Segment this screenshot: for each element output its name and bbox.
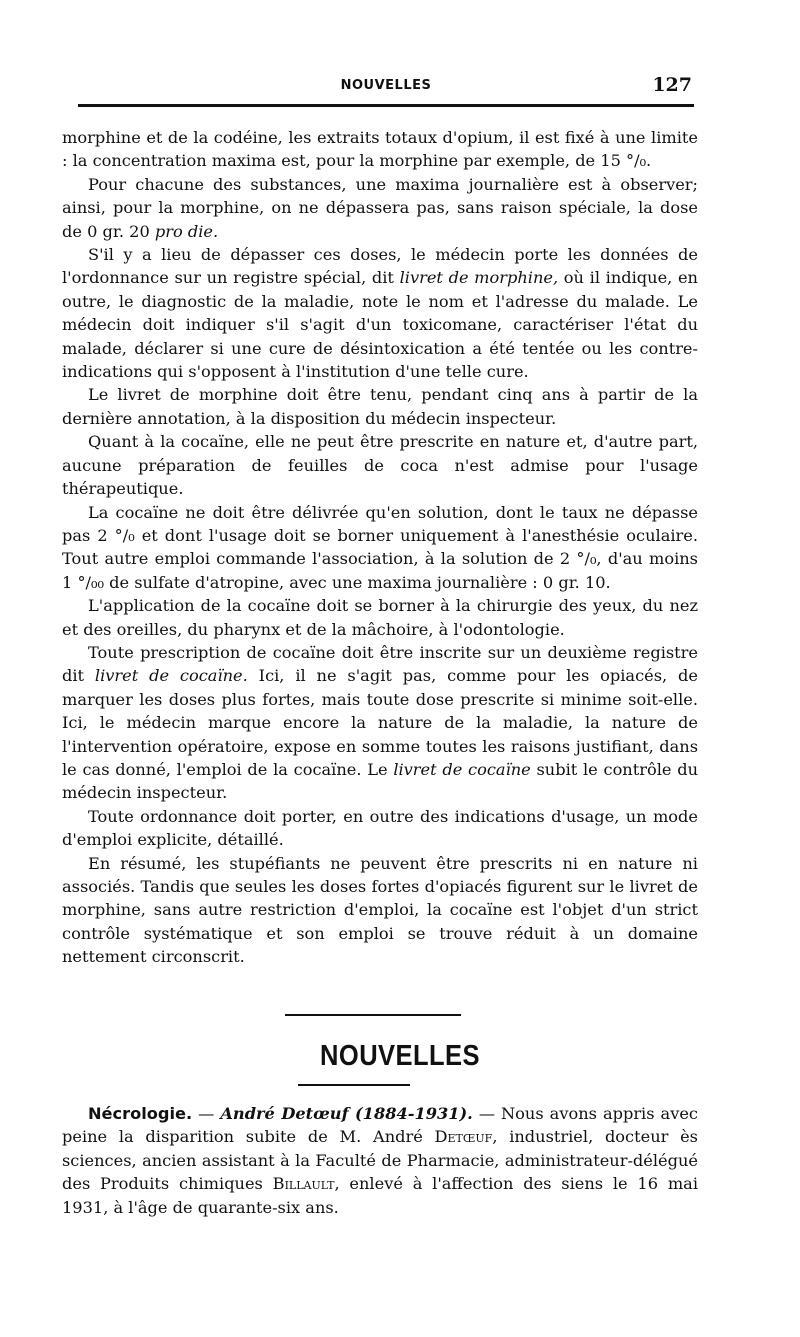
paragraph-8 (62, 641, 698, 805)
title-underline-rule (298, 1084, 410, 1086)
section-separator-rule (285, 1014, 461, 1016)
paragraph-8-text-a: Toute prescription de cocaïne doit être inscrite sur un deuxième registre dit (62, 642, 698, 686)
news-text-a: Nous avons appris avec peine la disparition subite de M. André (62, 1104, 698, 1147)
news-company: Billault (272, 1174, 335, 1194)
news-heading: Nécrologie. (88, 1104, 193, 1123)
paragraph-5: Quant à la cocaïne, elle ne peut être prescrite en nature et, d'autre part, aucune préparation de feuilles de coca n'est admise pour l'usage thérapeutique. (62, 432, 698, 499)
obituary-paragraph (62, 1102, 698, 1219)
paragraph-1: morphine et de la codéine, les extraits totaux d'opium, il est fixé à une limite : la concentration maxima est, pour la morphine par exemple, de 15 °/₀. (62, 128, 698, 171)
news-person: André Detœuf (1884-1931). (220, 1104, 473, 1123)
news-surname: Detœuf (434, 1127, 493, 1147)
paragraph-6: La cocaïne ne doit être délivrée qu'en solution, dont le taux ne dépasse pas 2 °/₀ et dont l'usage doit se borner uniquement à l'anesthésie oculaire. Tout autre emploi commande l'association, à la solution de 2 °/₀, d'au moins 1 °/₀₀ de sulfate d'atropine, avec une maxima journalière : 0 gr. 10. (62, 502, 698, 592)
paragraph-3-text-a: S'il y a lieu de dépasser ces doses, le médecin porte les données de l'ordonnance sur un registre spécial, dit (62, 245, 698, 288)
paragraph-2-text: Pour chacune des substances, une maxima journalière est à observer; ainsi, pour la morphine, on ne dépassera pas, sans raison spéciale, la dose de 0 gr. 20 (62, 174, 698, 241)
article-body (62, 126, 698, 969)
section-title: NOUVELLES (320, 1040, 480, 1072)
paragraph-8-italic-a: livret de cocaïne. (94, 666, 248, 686)
paragraph-4: Le livret de morphine doit être tenu, pendant cinq ans à partir de la dernière annotation, à la disposition du médecin inspecteur. (62, 385, 698, 428)
header-rule (78, 104, 694, 107)
paragraph-8-italic-b: livret de cocaïne (393, 759, 531, 779)
paragraph-3 (62, 243, 698, 383)
paragraph-2-italic: pro die. (154, 221, 219, 241)
paragraph-2 (62, 173, 698, 243)
paragraph-7: L'application de la cocaïne doit se borner à la chirurgie des yeux, du nez et des oreilles, du pharynx et de la mâchoire, à l'odontologie. (62, 596, 698, 639)
running-title: NOUVELLES (340, 78, 432, 93)
news-text-c: , enlevé à l'affection des siens le 16 mai 1931, à l'âge de quarante-six ans. (62, 1174, 698, 1217)
news-dash-1: — (192, 1104, 221, 1123)
news-dash-2: — (472, 1104, 502, 1123)
paragraph-10: En résumé, les stupéfiants ne peuvent être prescrits ni en nature ni associés. Tandis que seules les doses fortes d'opiacés figurent sur le livret de morphine, sans autre restriction d'emploi, la cocaïne est l'objet d'un strict contrôle systématique et son emploi se trouve réduit à un domaine nettement circonscrit. (62, 853, 698, 967)
news-text-b: , industriel, docteur ès sciences, ancien assistant à la Faculté de Pharmacie, administrateur-délégué des Produits chimiques (62, 1127, 698, 1194)
paragraph-8-text-c: subit le contrôle du médecin inspecteur. (62, 759, 699, 803)
running-head (78, 74, 694, 102)
paragraph-9: Toute ordonnance doit porter, en outre des indications d'usage, un mode d'emploi explicite, détaillé. (62, 806, 698, 850)
paragraph-3-text-b: où il indique, en outre, le diagnostic de la maladie, note le nom et l'adresse du malade. Le médecin doit indiquer s'il s'agit d'un toxicomane, caractériser l'état du malade, déclarer si une cure de désintoxication a été tentée ou les contre-indications qui s'opposent à l'institution d'une telle cure. (62, 268, 698, 382)
paragraph-3-italic: livret de morphine, (399, 268, 559, 288)
paragraph-8-text-b: Ici, il ne s'agit pas, comme pour les opiacés, de marquer les doses plus fortes, mais toute dose prescrite si minime soit-elle. Ici, le médecin marque encore la nature de la maladie, la nature de l'intervention opératoire, expose en somme toutes les raisons justifiant, dans le cas donné, l'emploi de la cocaïne. Le (62, 666, 698, 779)
news-section (62, 1102, 698, 1219)
page-number: 127 (652, 74, 692, 96)
